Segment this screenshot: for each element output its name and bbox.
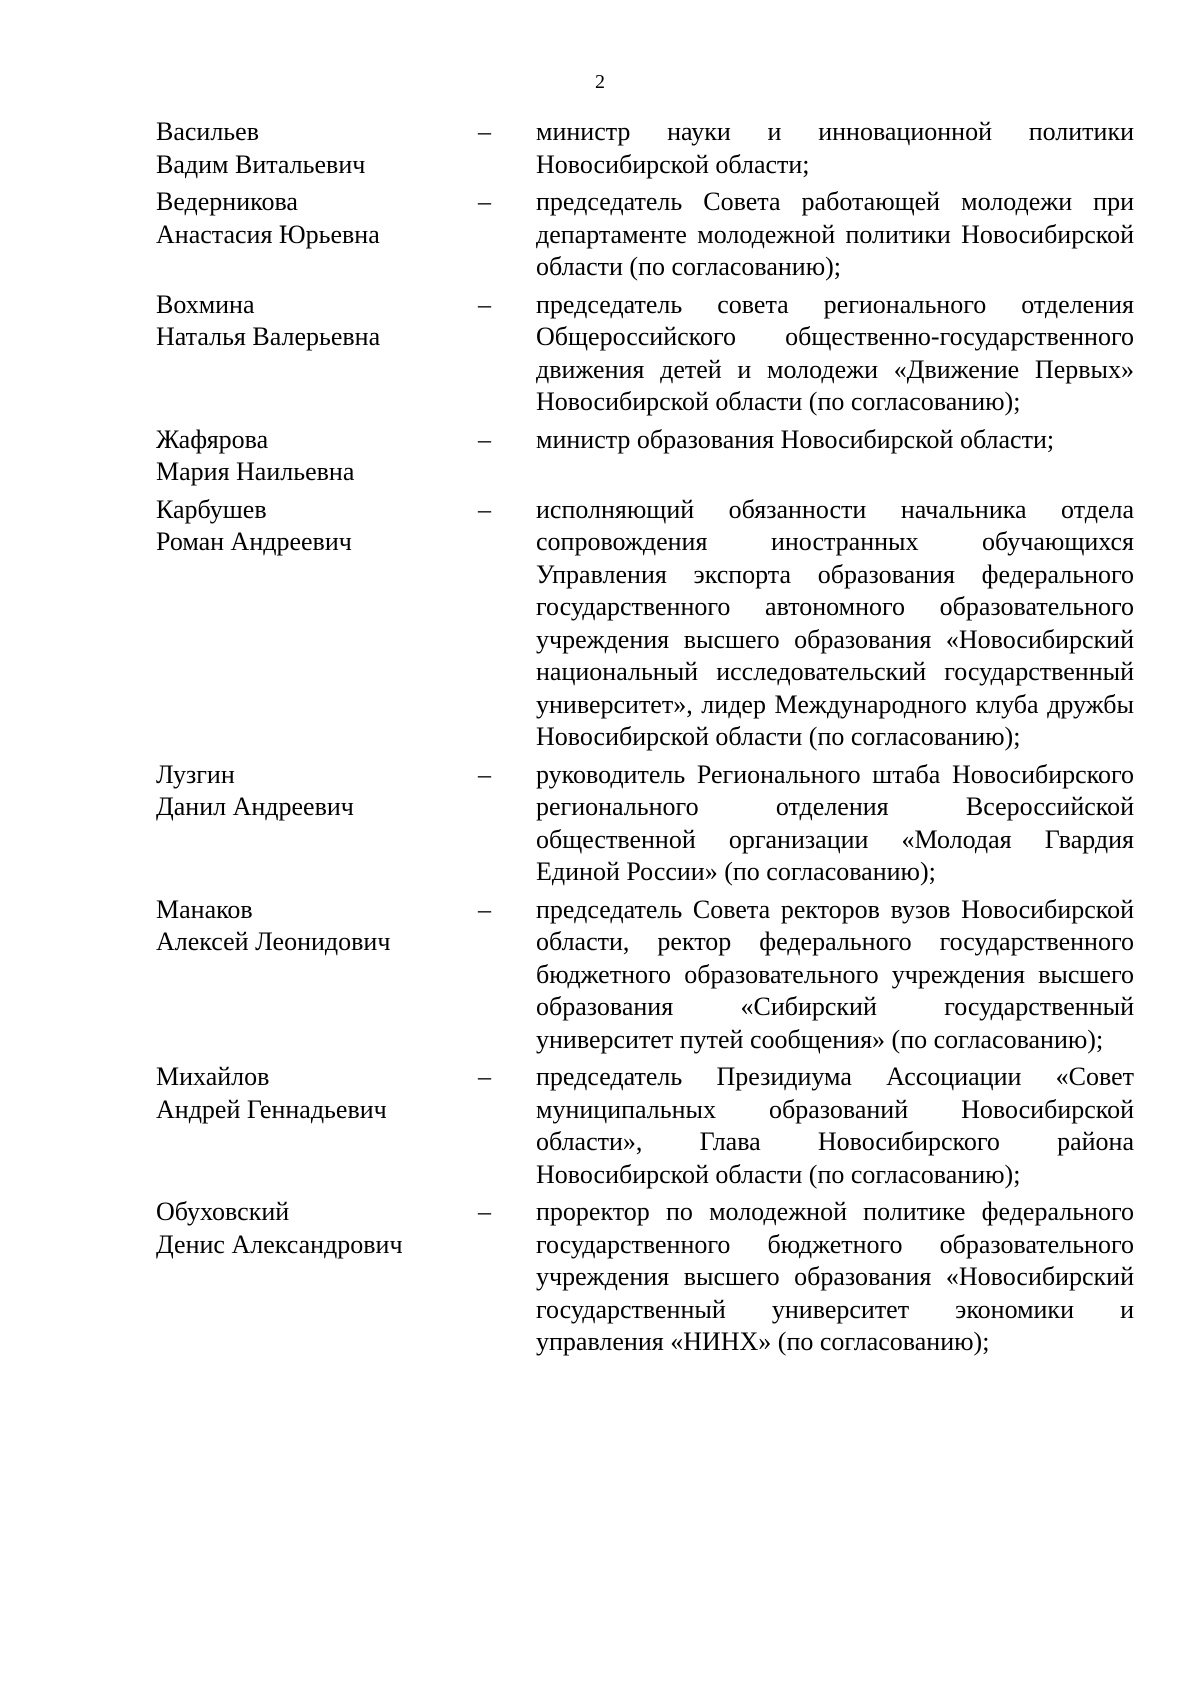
member-surname: Ведерникова [156,187,298,216]
member-position: проректор по молодежной политике федерального государственного бюджетного образовательного учреждения высшего образования «Новосибирский государственный университет экономики и управления «НИНХ» (по согласованию); [536,1197,1134,1356]
member-row [156,759,1134,889]
member-position: председатель Совета работающей молодежи при департаменте молодежной политики Новосибирской области (по согласованию); [536,187,1134,281]
member-given-names: Мария Наильевна [156,457,355,486]
member-row [156,894,1134,1057]
member-name [156,186,478,251]
dash-separator: – [478,289,491,319]
dash-separator: – [478,117,491,146]
member-name [156,1061,478,1126]
member-given-names: Алексей Леонидович [156,927,391,956]
member-surname: Васильев [156,117,259,146]
members-list [156,116,1134,1364]
member-given-names: Денис Александрович [156,1229,403,1259]
member-name [156,116,478,181]
member-position: председатель совета регионального отделения Общероссийского общественно-государственного движения детей и молодежи «Движение Первых» Новосибирской области (по согласованию); [536,289,1134,416]
dash-separator: – [478,759,491,789]
dash-separator: – [478,1062,491,1091]
member-name [156,424,478,489]
member-given-names: Наталья Валерьевна [156,322,381,351]
member-given-names: Анастасия Юрьевна [156,219,380,249]
member-position: председатель Совета ректоров вузов Новосибирской области, ректор федерального государственного бюджетного образовательного учреждения высшего образования «Сибирский государственный университет путей сообщения» (по согласованию); [536,894,1134,1054]
member-surname: Вохмина [156,289,255,319]
member-position: министр науки и инновационной политики Новосибирской области; [536,117,1134,179]
member-row [156,186,1134,284]
member-surname: Лузгин [156,759,235,789]
member-given-names: Вадим Витальевич [156,149,366,179]
page-number: 2 [595,71,605,93]
member-name [156,1196,478,1261]
member-position: министр образования Новосибирской области; [536,424,1055,454]
member-row [156,1061,1134,1191]
member-row [156,494,1134,754]
member-position: руководитель Регионального штаба Новосибирского регионального отделения Всероссийской общественной организации «Молодая Гвардия Единой России» (по согласованию); [536,759,1134,886]
member-row [156,424,1134,489]
member-surname: Михайлов [156,1062,270,1091]
member-row [156,116,1134,181]
dash-separator: – [478,894,491,924]
member-row [156,289,1134,419]
member-row [156,1196,1134,1359]
member-name [156,289,478,354]
dash-separator: – [478,494,491,524]
dash-separator: – [478,424,491,454]
member-name [156,894,478,959]
member-surname: Обуховский [156,1197,290,1226]
member-surname: Манаков [156,894,253,924]
member-position: председатель Президиума Ассоциации «Совет муниципальных образований Новосибирской области», Глава Новосибирского района Новосибирской области (по согласованию); [536,1062,1134,1189]
member-name [156,759,478,824]
member-given-names: Андрей Геннадьевич [156,1094,387,1124]
member-name [156,494,478,559]
member-surname: Жафярова [156,424,269,454]
member-position: исполняющий обязанности начальника отдела сопровождения иностранных обучающихся Управления экспорта образования федерального государственного автономного образовательного учреждения высшего образования «Новосибирский национальный исследовательский государственный университет», лидер Международного клуба дружбы Новосибирской области (по согласованию); [536,494,1134,751]
dash-separator: – [478,1197,491,1226]
dash-separator: – [478,187,491,216]
member-surname: Карбушев [156,494,267,524]
member-given-names: Данил Андреевич [156,792,354,821]
member-given-names: Роман Андреевич [156,527,352,556]
